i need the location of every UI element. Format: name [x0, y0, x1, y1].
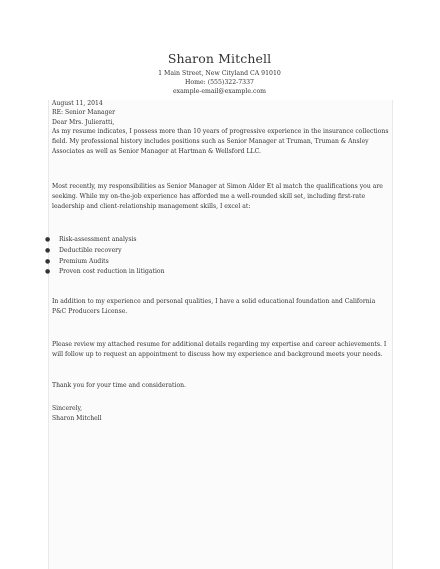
paragraph-line: P&C Producers License. — [52, 308, 128, 315]
thanks-line: Thank you for your time and consideration. — [52, 382, 186, 389]
paragraph-line: Please review my attached resume for additional details regarding my expertise and career achievements. I — [52, 341, 387, 348]
skill-item: Proven cost reduction in litigation — [59, 268, 165, 275]
letter-body — [48, 100, 393, 569]
bullet-icon: ● — [45, 247, 51, 254]
paragraph-line: will follow up to request an appointment to discuss how my experience and background meets your needs. — [52, 351, 383, 358]
skill-item: Risk-assessment analysis — [59, 236, 137, 243]
paragraph-line: Most recently, my responsibilities as Senior Manager at Simon Alder Et al match the qualifications you are — [52, 183, 383, 190]
paragraph-line: As my resume indicates, I possess more than 10 years of progressive experience in the insurance collections — [52, 128, 389, 135]
letter-date: August 11, 2014 — [52, 100, 103, 107]
letter-header — [48, 44, 391, 100]
paragraph-line: field. My professional history includes positions such as Senior Manager at Truman, Truman & Ansley — [52, 138, 369, 145]
paragraph-line: Associates as well as Senior Manager at Hartman & Wellsford LLC. — [52, 148, 261, 155]
letter-re: RE: Senior Manager — [52, 109, 116, 116]
sender-email: example-email@example.com — [172, 88, 267, 95]
bullet-icon: ● — [45, 268, 51, 275]
bullet-icon: ● — [45, 258, 51, 265]
skill-item: Deductible recovery — [59, 247, 122, 254]
sender-address: 1 Main Street, New Cityland CA 91010 — [158, 70, 281, 77]
paragraph-line: leadership and client-relationship management skills, I excel at: — [52, 203, 251, 210]
bullet-icon: ● — [45, 236, 51, 243]
closing: Sincerely, — [52, 405, 83, 412]
paragraph-line: seeking. While my on-the-job experience has afforded me a well-rounded skill set, including first-rate — [52, 193, 366, 200]
letter-salutation: Dear Mrs. Julieratti, — [52, 119, 115, 126]
signature: Sharon Mitchell — [52, 415, 102, 422]
sender-phone: Home: (555)322-7337 — [185, 79, 254, 86]
paragraph-line: In addition to my experience and personal qualities, I have a solid educational foundation and California — [52, 298, 376, 305]
sender-name: Sharon Mitchell — [167, 51, 272, 66]
skill-item: Premium Audits — [59, 258, 109, 265]
